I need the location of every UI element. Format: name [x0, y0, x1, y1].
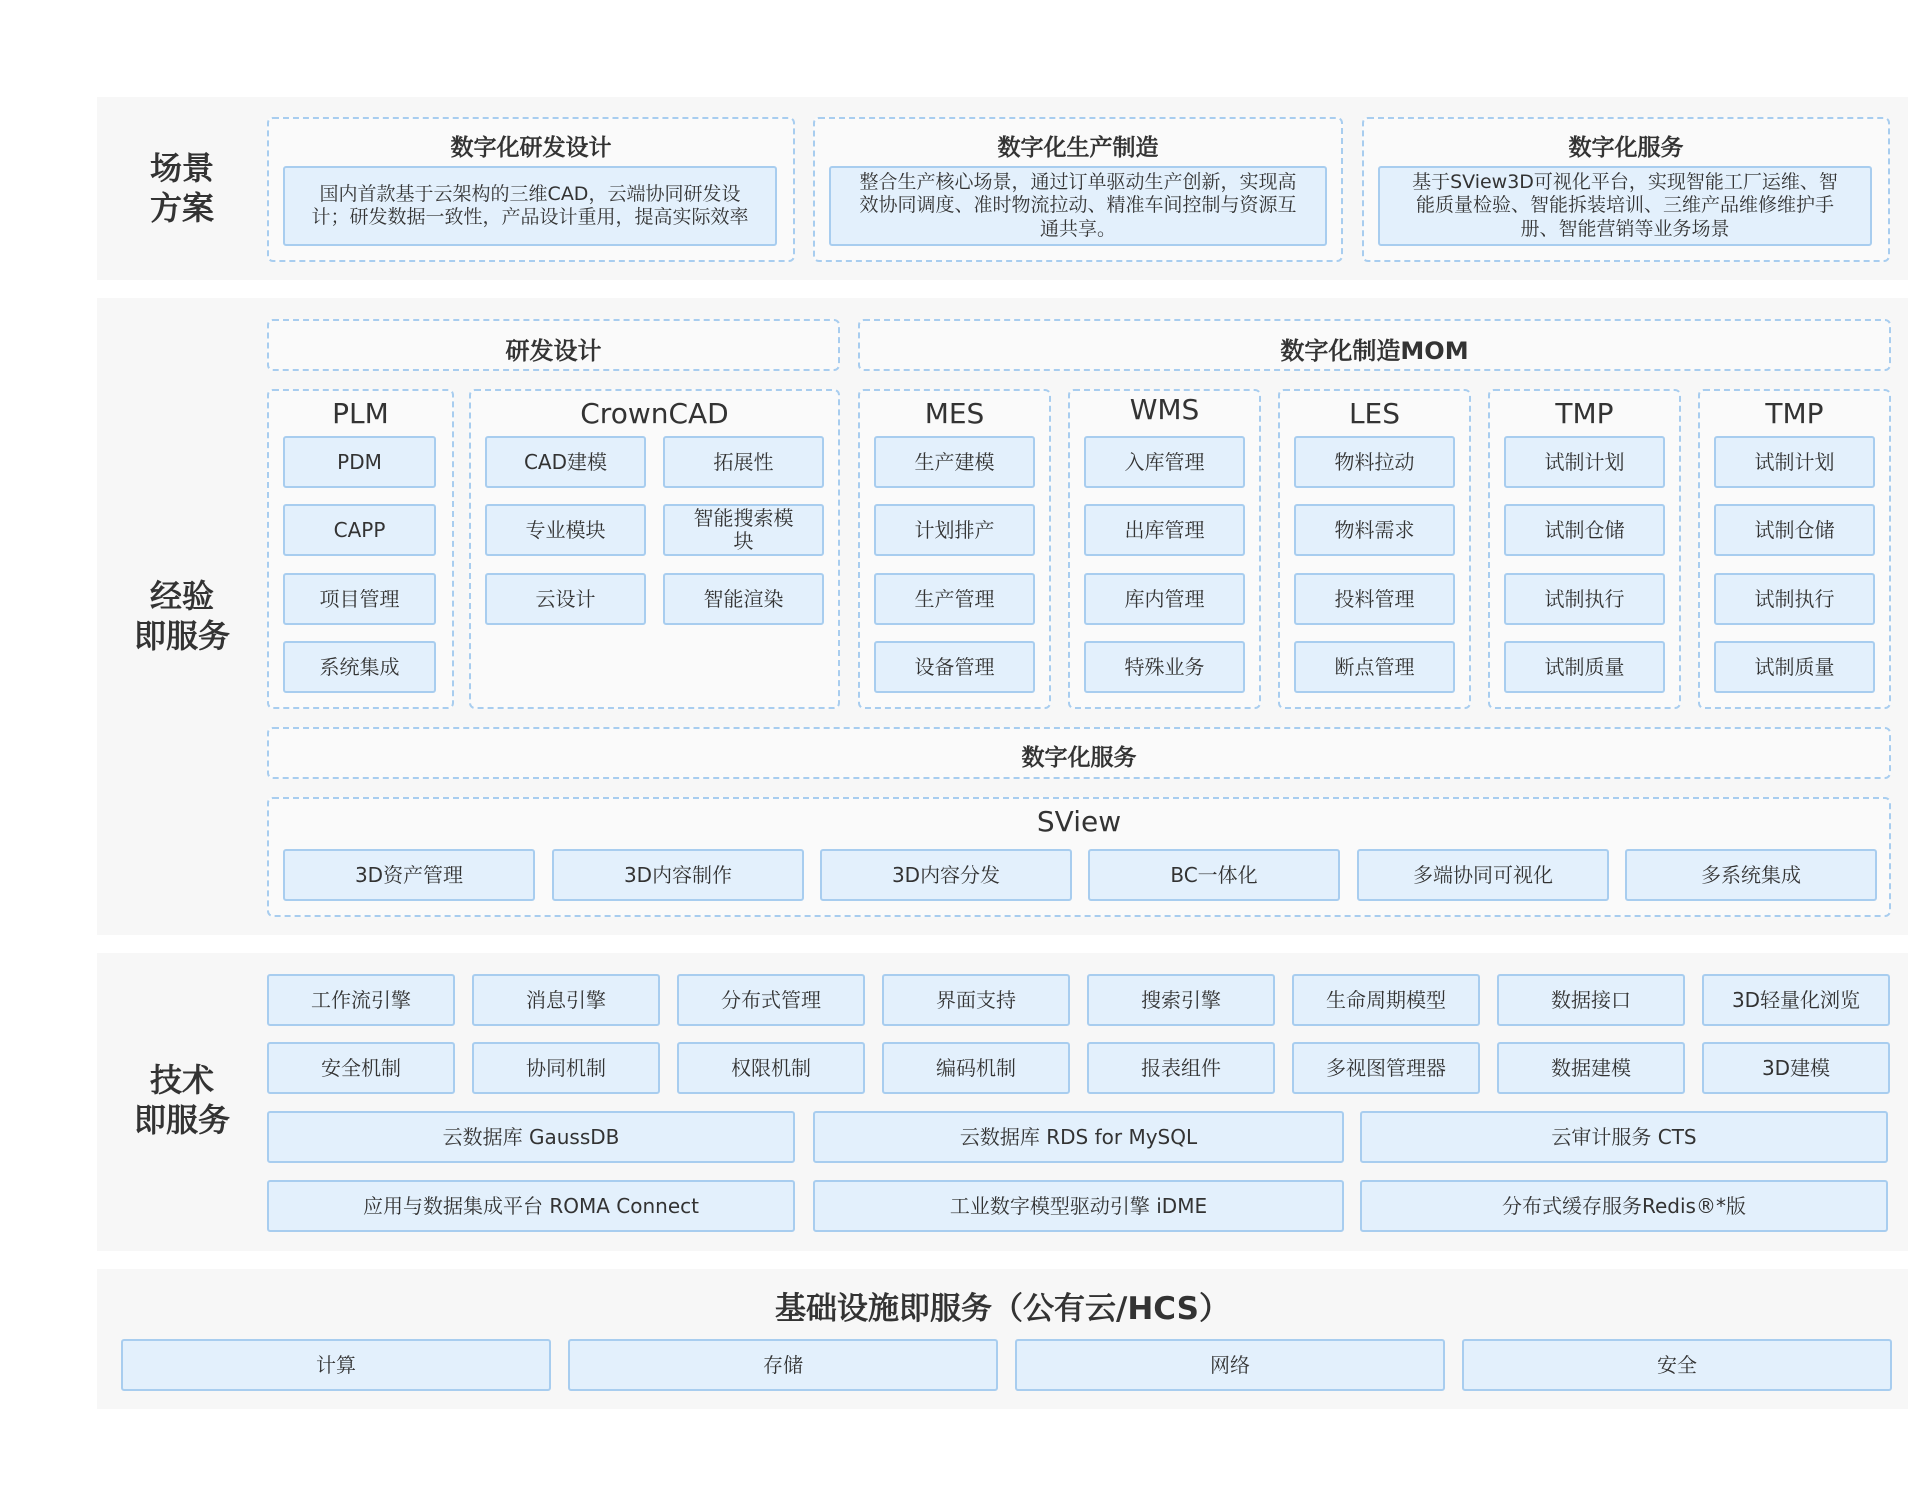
- module-item: 试制执行: [1504, 573, 1665, 625]
- module-title: TMP: [1555, 397, 1614, 430]
- module-title: WMS: [1129, 393, 1200, 426]
- infra-item: 安全: [1462, 1339, 1892, 1391]
- module-item: 项目管理: [283, 573, 436, 625]
- module-title: MES: [924, 397, 985, 430]
- digital-service-title: 数字化服务: [1021, 745, 1137, 771]
- tech-item: 协同机制: [472, 1042, 660, 1094]
- tech-item: 多视图管理器: [1292, 1042, 1480, 1094]
- module-sview: [267, 797, 1891, 917]
- module-item: 生产建模: [874, 436, 1035, 488]
- tech-item: 报表组件: [1087, 1042, 1275, 1094]
- tech-item: 工作流引擎: [267, 974, 455, 1026]
- tech-service: 应用与数据集成平台 ROMA Connect: [267, 1180, 795, 1232]
- module-item: 试制计划: [1504, 436, 1665, 488]
- row-label-scenario: 场景 方案: [149, 149, 214, 227]
- module-item: 智能搜索模块: [663, 504, 824, 556]
- module-mes: [858, 389, 1051, 709]
- scenario-desc: 国内首款基于云架构的三维CAD，云端协同研发设计；研发数据一致性，产品设计重用，提高实际效率: [283, 166, 777, 246]
- module-plm: [267, 389, 454, 709]
- module-item: 投料管理: [1294, 573, 1455, 625]
- module-item: 物料需求: [1294, 504, 1455, 556]
- tech-item: 安全机制: [267, 1042, 455, 1094]
- scenario-card-rd: [267, 117, 795, 262]
- scenario-desc: 基于SView3D可视化平台，实现智能工厂运维、智能质量检验、智能拆装培训、三维产品维修维护手册、智能营销等业务场景: [1378, 166, 1872, 246]
- module-item: 计划排产: [874, 504, 1035, 556]
- scenario-title: 数字化研发设计: [450, 135, 612, 161]
- tech-service: 云审计服务 CTS: [1360, 1111, 1888, 1163]
- module-item: 试制仓储: [1504, 504, 1665, 556]
- sview-item: 3D内容制作: [552, 849, 804, 901]
- row-label-experience: 经验 即服务: [133, 577, 230, 655]
- module-title: PLM: [332, 397, 389, 430]
- module-tmp: [1488, 389, 1681, 709]
- tech-service: 云数据库 RDS for MySQL: [813, 1111, 1344, 1163]
- module-item: PDM: [283, 436, 436, 488]
- module-item: 系统集成: [283, 641, 436, 693]
- tech-item: 搜索引擎: [1087, 974, 1275, 1026]
- module-item: 试制仓储: [1714, 504, 1875, 556]
- module-item: 智能渲染: [663, 573, 824, 625]
- module-title: TMP: [1765, 397, 1824, 430]
- tech-item: 数据接口: [1497, 974, 1685, 1026]
- tech-item: 权限机制: [677, 1042, 865, 1094]
- tech-item: 界面支持: [882, 974, 1070, 1026]
- module-title: SView: [1036, 805, 1122, 838]
- module-item: 试制质量: [1714, 641, 1875, 693]
- rd-design-title: 研发设计: [505, 337, 602, 365]
- module-item: 特殊业务: [1084, 641, 1245, 693]
- sview-item: 多系统集成: [1625, 849, 1877, 901]
- module-item: 试制质量: [1504, 641, 1665, 693]
- sview-item: 3D资产管理: [283, 849, 535, 901]
- module-item: 库内管理: [1084, 573, 1245, 625]
- tech-item: 3D建模: [1702, 1042, 1890, 1094]
- module-title: LES: [1348, 397, 1401, 430]
- tech-item: 消息引擎: [472, 974, 660, 1026]
- module-item: CAD建模: [485, 436, 646, 488]
- tech-service: 工业数字模型驱动引擎 iDME: [813, 1180, 1344, 1232]
- digital-service-header: [267, 727, 1891, 779]
- module-wms: [1068, 389, 1261, 709]
- tech-service: 云数据库 GaussDB: [267, 1111, 795, 1163]
- tech-item: 分布式管理: [677, 974, 865, 1026]
- row-label-tech: 技术 即服务: [133, 1061, 230, 1139]
- scenario-title: 数字化生产制造: [997, 135, 1159, 161]
- module-item: 断点管理: [1294, 641, 1455, 693]
- module-item: CAPP: [283, 504, 436, 556]
- infra-item: 存储: [568, 1339, 998, 1391]
- scenario-card-mfg: [813, 117, 1343, 262]
- module-item: 入库管理: [1084, 436, 1245, 488]
- infra-item: 网络: [1015, 1339, 1445, 1391]
- module-title: CrownCAD: [580, 397, 729, 430]
- module-tmp: [1698, 389, 1891, 709]
- module-item: 专业模块: [485, 504, 646, 556]
- infra-title: 基础设施即服务（公有云/HCS）: [775, 1291, 1230, 1327]
- scenario-card-service: [1362, 117, 1890, 262]
- tech-item: 数据建模: [1497, 1042, 1685, 1094]
- tech-item: 生命周期模型: [1292, 974, 1480, 1026]
- infra-item: 计算: [121, 1339, 551, 1391]
- module-item: 试制执行: [1714, 573, 1875, 625]
- scenario-desc: 整合生产核心场景，通过订单驱动生产创新，实现高效协同调度、准时物流拉动、精准车间控制与资源互通共享。: [829, 166, 1327, 246]
- tech-item: 3D轻量化浏览: [1702, 974, 1890, 1026]
- sview-item: 3D内容分发: [820, 849, 1072, 901]
- tech-item: 编码机制: [882, 1042, 1070, 1094]
- rd-design-header: [267, 319, 840, 371]
- module-les: [1278, 389, 1471, 709]
- module-crowncad: [469, 389, 840, 709]
- module-item: 拓展性: [663, 436, 824, 488]
- tech-service: 分布式缓存服务Redis®*版: [1360, 1180, 1888, 1232]
- sview-item: BC一体化: [1088, 849, 1340, 901]
- mom-title: 数字化制造MOM: [1280, 337, 1469, 365]
- module-item: 生产管理: [874, 573, 1035, 625]
- module-item: 云设计: [485, 573, 646, 625]
- module-item: 出库管理: [1084, 504, 1245, 556]
- mom-header: [858, 319, 1891, 371]
- sview-item: 多端协同可视化: [1357, 849, 1609, 901]
- scenario-title: 数字化服务: [1568, 135, 1684, 161]
- module-item: 试制计划: [1714, 436, 1875, 488]
- module-item: 设备管理: [874, 641, 1035, 693]
- module-item: 物料拉动: [1294, 436, 1455, 488]
